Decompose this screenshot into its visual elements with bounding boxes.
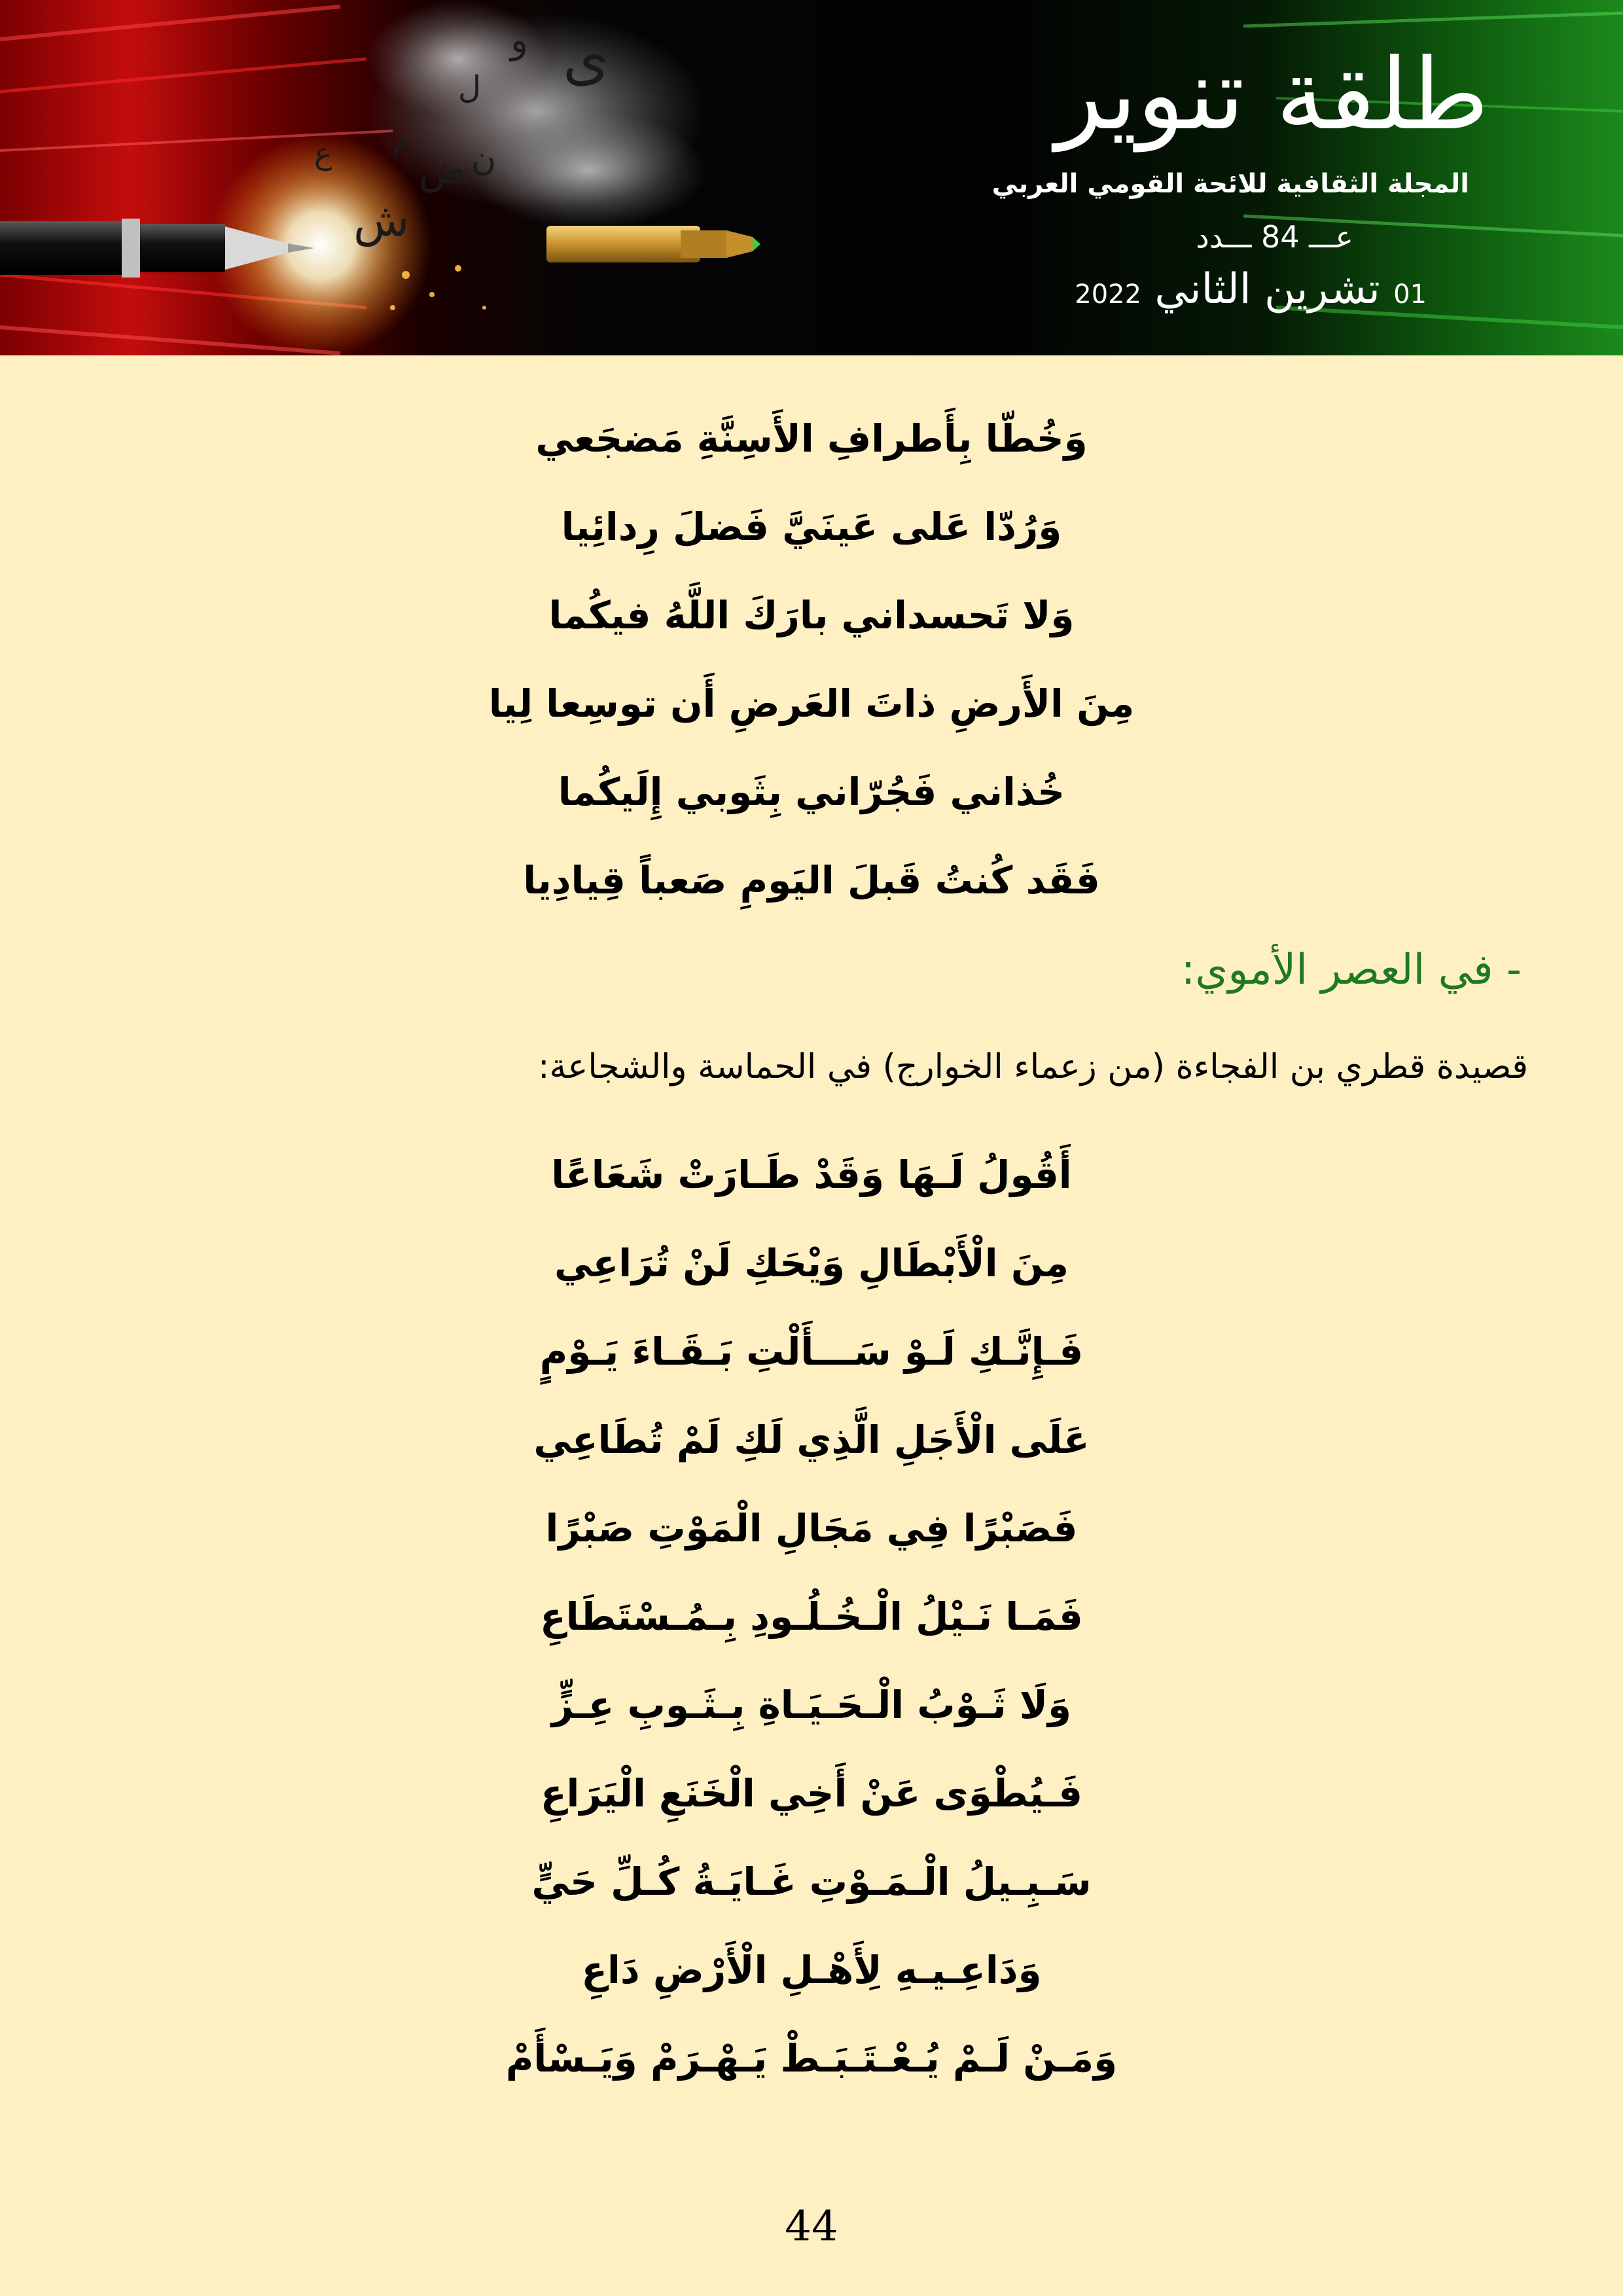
verse-line: خُذاني فَجُرّاني بِثَوبي إِلَيكُما	[558, 770, 1065, 814]
issue-date	[1075, 265, 1427, 314]
poem-intro: قصيدة قطري بن الفجاءة (من زعماء الخوارج) في الحماسة والشجاعة:	[537, 1047, 1528, 1086]
verse-line: وَلا تَحسداني بارَكَ اللَّهُ فيكُما	[548, 593, 1075, 637]
calligraphy-letter: ض	[419, 147, 467, 193]
verse-line: فَمَـا نَـيْلُ الْـخُـلُـودِ بِـمُـسْتَطَاعِ	[540, 1594, 1083, 1639]
verse-line: فَقَد كُنتُ قَبلَ اليَومِ صَعباً قِيادِيا	[523, 858, 1100, 903]
verse-line: عَلَى الْأَجَلِ الَّذِي لَكِ لَمْ تُطَاعِي	[533, 1418, 1090, 1462]
section-heading: - في العصر الأموي:	[1181, 946, 1522, 994]
issue-prefix: عـــ	[1309, 219, 1353, 255]
calligraphy-letter: م	[393, 124, 411, 158]
calligraphy-letter: ع	[314, 135, 332, 171]
magazine-subtitle: المجلة الثقافية للائحة القومي العربي	[991, 169, 1469, 199]
magazine-header	[0, 0, 1623, 355]
issue-number-line	[1196, 219, 1353, 255]
verse-line: وَمَـنْ لَـمْ يُـعْـتَـبَـطْ يَـهْـرَمْ وَيَـسْأَمْ	[505, 2036, 1118, 2081]
calligraphy-letter: و	[510, 19, 529, 62]
calligraphy-letter: ى	[563, 24, 609, 93]
verse-line: وَدَاعِـيـهِ لِأَهْـلِ الْأَرْضِ دَاعِ	[581, 1948, 1042, 1992]
date-month: تشرين الثاني	[1154, 265, 1380, 314]
date-year: 2022	[1075, 279, 1142, 310]
date-day: 01	[1393, 279, 1427, 310]
verse-line: وَخُطّا بِأَطرافِ الأَسِنَّةِ مَضجَعي	[535, 416, 1088, 461]
issue-suffix: ـــدد	[1196, 219, 1252, 255]
verse-line: سَـبِـيلُ الْـمَـوْتِ غَـايَـةُ كُـلِّ حَيٍّ	[531, 1859, 1092, 1904]
page-number: 44	[785, 2202, 838, 2251]
calligraphy-letter: ن	[471, 139, 497, 179]
magazine-title: طلقة تنوير	[1055, 38, 1489, 152]
verse-line: أَقُولُ لَـهَا وَقَدْ طَـارَتْ شَعَاعًا	[551, 1153, 1072, 1197]
issue-number: 84	[1260, 219, 1300, 255]
bullet-icon	[546, 226, 760, 262]
calligraphy-letter: ش	[353, 193, 410, 247]
calligraphy-letter: ل	[458, 69, 481, 106]
verse-line: وَلَا ثَـوْبُ الْـحَـيَـاةِ بِـثَـوبِ عِـزٍّ	[551, 1683, 1072, 1727]
verse-line: مِنَ الْأَبْطَالِ وَيْحَكِ لَنْ تُرَاعِي	[554, 1241, 1069, 1285]
verse-line: فَـإِنَّـكِ لَـوْ سَـــأَلْتِ بَـقَـاءَ يَـوْمٍ	[539, 1329, 1084, 1374]
verse-line: مِنَ الأَرضِ ذاتَ العَرضِ أَن توسِعا لِيا	[488, 681, 1135, 726]
verse-line: فَصَبْرًا فِي مَجَالِ الْمَوْتِ صَبْرًا	[545, 1506, 1078, 1551]
verse-line: فَـيُطْوَى عَنْ أَخِي الْخَنَعِ الْيَرَاعِ	[540, 1771, 1083, 1816]
verse-line: وَرُدّا عَلى عَينَيَّ فَضلَ رِدائِيا	[561, 505, 1062, 549]
